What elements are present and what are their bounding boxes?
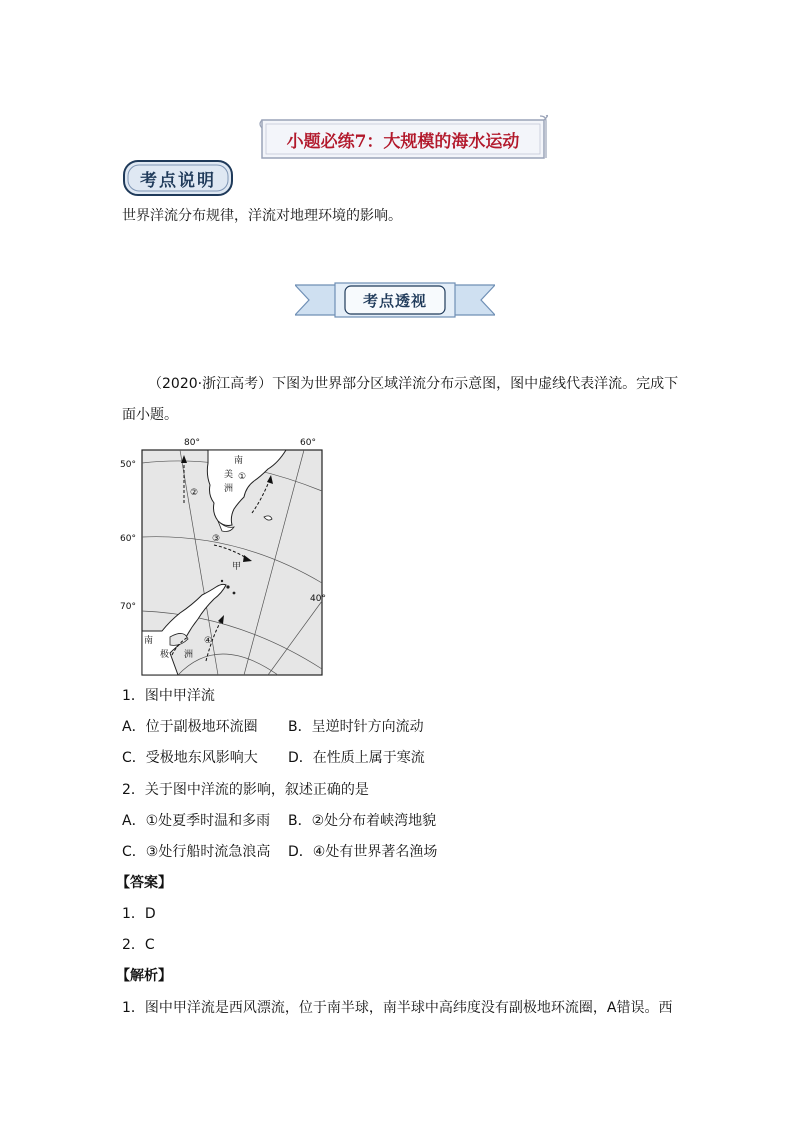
map-label-antarctica-3: 洲 xyxy=(184,650,194,660)
question-1-option-b: B．呈逆时针方向流动 xyxy=(288,719,424,735)
question-1-option-a: A．位于副极地环流圈 xyxy=(122,719,258,735)
marker-3: ③ xyxy=(212,534,221,544)
answer-2: 2．C xyxy=(122,937,155,953)
analysis-line-1: 1．图中甲洋流是西风漂流，位于南半球，南半球中高纬度没有副极地环流圈，A错误。西 xyxy=(122,1000,673,1016)
section-badge-explanation-label: 考点说明 xyxy=(140,170,216,191)
section-ribbon-insight-label: 考点透视 xyxy=(362,291,427,310)
intro-line-1: （2020·浙江高考）下图为世界部分区域洋流分布示意图，图中虚线代表洋流。完成下 xyxy=(148,376,679,392)
map-label-america-1: 美 xyxy=(224,470,234,480)
analysis-heading: 【解析】 xyxy=(116,968,172,984)
lon-label-80: 80° xyxy=(184,438,200,448)
explanation-text: 世界洋流分布规律，洋流对地理环境的影响。 xyxy=(122,208,402,224)
answer-heading: 【答案】 xyxy=(116,875,172,891)
question-2-option-a: A．①处夏季时温和多雨 xyxy=(122,813,271,829)
lon-label-40: 40° xyxy=(310,594,326,604)
answer-1: 1．D xyxy=(122,906,156,922)
lat-label-60: 60° xyxy=(120,534,136,544)
question-1-stem: 1．图中甲洋流 xyxy=(122,688,215,704)
page-title: 小题必练7：大规模的海水运动 xyxy=(286,131,520,152)
question-1-option-c: C．受极地东风影响大 xyxy=(122,750,258,766)
map-label-antarctica-1: 南 xyxy=(144,636,154,646)
lat-label-70: 70° xyxy=(120,602,136,612)
question-1-option-d: D．在性质上属于寒流 xyxy=(288,750,425,766)
map-label-south: 南 xyxy=(234,456,244,466)
question-2-option-b: B．②处分布着峡湾地貌 xyxy=(288,813,437,829)
question-2-option-c: C．③处行船时流急浪高 xyxy=(122,844,271,860)
question-2-stem: 2．关于图中洋流的影响，叙述正确的是 xyxy=(122,782,369,798)
marker-2: ② xyxy=(190,488,199,498)
map-label-jia: 甲 xyxy=(232,562,242,572)
lat-label-50: 50° xyxy=(120,460,136,470)
ocean-current-map xyxy=(118,433,328,678)
marker-1: ① xyxy=(238,472,247,482)
intro-line-2: 面小题。 xyxy=(122,407,178,423)
lon-label-60: 60° xyxy=(300,438,316,448)
map-label-america-2: 洲 xyxy=(224,484,234,494)
map-label-antarctica-2: 极 xyxy=(160,650,170,660)
marker-4: ④ xyxy=(204,636,213,646)
question-2-option-d: D．④处有世界著名渔场 xyxy=(288,844,438,860)
